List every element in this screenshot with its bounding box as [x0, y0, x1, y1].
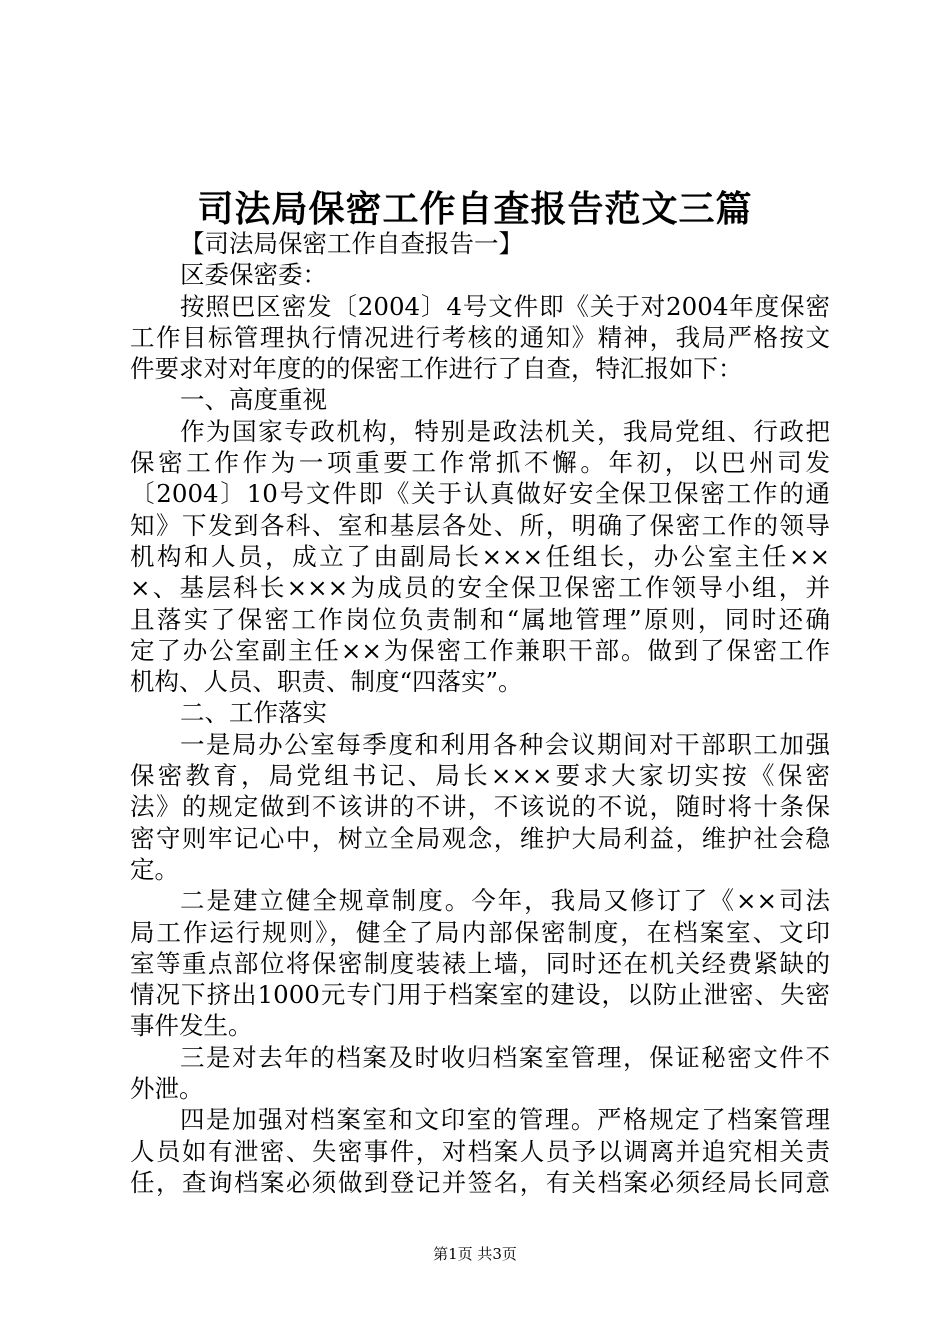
body-text-line: 知》下发到各科、室和基层各处、所，明确了保密工作的领导: [130, 510, 830, 540]
body-text-line: 三是对去年的档案及时收归档案室管理，保证秘密文件不: [180, 1042, 830, 1072]
body-text-line: 按照巴区密发〔2004〕4号文件即《关于对2004年度保密: [180, 291, 830, 321]
body-text-line: ×、基层科长×××为成员的安全保卫保密工作领导小组，并: [130, 573, 830, 603]
document-body: [130, 228, 830, 1198]
body-text-line: 作为国家专政机构，特别是政法机关，我局党组、行政把: [180, 416, 830, 446]
body-text-line: 保密教育，局党组书记、局长×××要求大家切实按《保密: [130, 761, 830, 791]
body-text-line: 人员如有泄密、失密事件，对档案人员予以调离并追究相关责: [130, 1136, 830, 1166]
body-text-line: 二是建立健全规章制度。今年，我局又修订了《××司法: [180, 886, 830, 916]
body-text-line: 局工作运行规则》，健全了局内部保密制度，在档案室、文印: [130, 917, 830, 947]
body-text-line: 定了办公室副主任××为保密工作兼职干部。做到了保密工作: [130, 635, 830, 665]
body-text-line: 外泄。: [130, 1074, 204, 1104]
body-text-line: 一、高度重视: [180, 385, 327, 415]
body-text-line: 室等重点部位将保密制度装裱上墙，同时还在机关经费紧缺的: [130, 948, 830, 978]
body-text-line: 机构、人员、职责、制度“四落实”。: [130, 667, 523, 697]
body-text-line: 工作目标管理执行情况进行考核的通知》精神，我局严格按文: [130, 322, 830, 352]
body-text-line: 保密工作作为一项重要工作常抓不懈。年初，以巴州司发: [130, 448, 830, 478]
body-text-line: 任，查询档案必须做到登记并签名，有关档案必须经局长同意: [130, 1167, 830, 1197]
body-text-line: 机构和人员，成立了由副局长×××任组长，办公室主任××: [130, 541, 830, 571]
body-text-line: 且落实了保密工作岗位负责制和“属地管理”原则，同时还确: [130, 604, 830, 634]
body-text-line: 密守则牢记心中，树立全局观念，维护大局利益，维护社会稳: [130, 823, 830, 853]
body-text-line: 情况下挤出1000元专门用于档案室的建设，以防止泄密、失密: [130, 980, 830, 1010]
body-text-line: 事件发生。: [130, 1011, 253, 1041]
body-text-line: 一是局办公室每季度和利用各种会议期间对干部职工加强: [180, 729, 830, 759]
body-text-line: 〔2004〕10号文件即《关于认真做好安全保卫保密工作的通: [130, 479, 830, 509]
page-number: 第1页 共3页: [433, 1245, 517, 1263]
body-text-line: 二、工作落实: [180, 698, 327, 728]
body-text-line: 【司法局保密工作自查报告一】: [180, 229, 523, 258]
body-text-line: 四是加强对档案室和文印室的管理。严格规定了档案管理: [180, 1105, 830, 1135]
body-text-line: 法》的规定做到不该讲的不讲，不该说的不说，随时将十条保: [130, 792, 830, 822]
body-text-line: 件要求对对年度的的保密工作进行了自查，特汇报如下：: [130, 354, 743, 384]
body-text-line: 区委保密委：: [180, 260, 327, 290]
body-text-line: 定。: [130, 854, 179, 884]
document-title: 司法局保密工作自查报告范文三篇: [197, 188, 753, 230]
